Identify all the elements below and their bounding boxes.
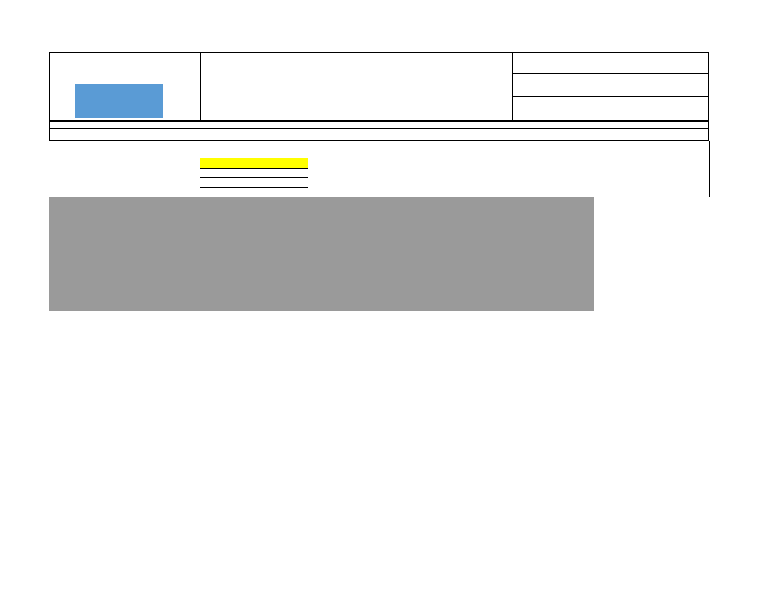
header-row-line-2: [512, 96, 709, 97]
realizado-underline: [200, 177, 308, 178]
header-divider-left: [200, 52, 201, 121]
date-underline: [200, 168, 308, 169]
table-header-bg: [49, 197, 594, 311]
date-value-highlight: [200, 158, 308, 168]
logo-band: [75, 84, 163, 118]
empresa-underline: [200, 187, 308, 188]
objective-frame: [49, 121, 709, 141]
header-row-line-1: [512, 73, 709, 74]
objective-inner-line: [49, 128, 709, 129]
header-divider-right: [512, 52, 513, 121]
objective-right-edge: [709, 141, 710, 197]
